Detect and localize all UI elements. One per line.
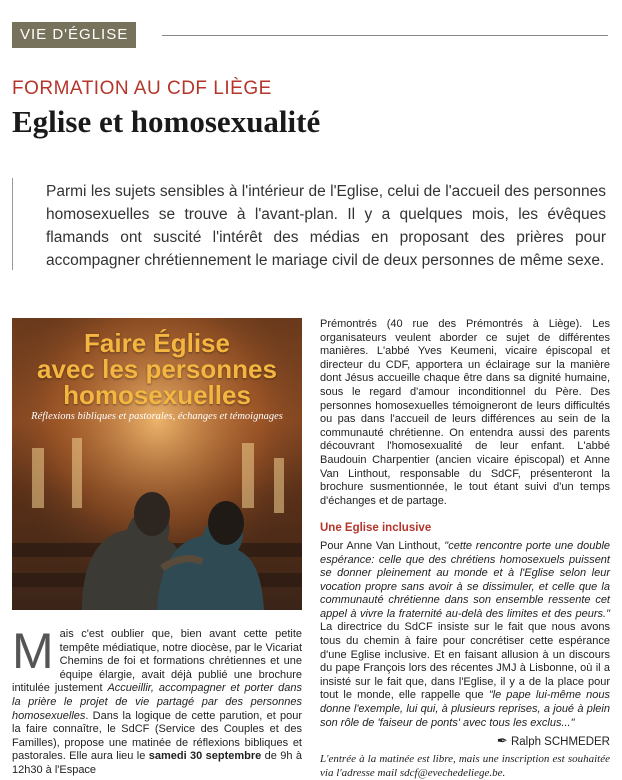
section-tag: VIE D'ÉGLISE — [12, 22, 136, 48]
event-date: samedi 30 septembre — [148, 750, 262, 763]
author-name: Ralph SCHMEDER — [510, 736, 610, 749]
cover-photo — [12, 318, 302, 610]
text-run: ais c'est oublier que, bien avant cette petite tempête médiatique, notre diocèse, par le Vicariat Chemins de foi et formations chrétiennes et une équipe élargie, avait déjà publié une brochure intitulée justement — [12, 628, 302, 695]
text-run: . Dans la logique de cette parution, et pour la faire connaître, le SdCF (Service des Couples et des Familles), propose une matinée de réflexions bibliques et pastorales. Elle aura lieu le — [12, 709, 302, 763]
registration-note: L'entrée à la matinée est libre, mais une inscription est souhaitée via l'adresse mail sdcf@evechedeliege.be. — [320, 752, 610, 779]
article-lead: Parmi les sujets sensibles à l'intérieur de l'Eglise, celui de l'accueil des personnes homosexuelles se trouve à l'avant-plan. Il y a quelques mois, les évêques flamands ont suscité l'intérêt des médias en proposant des prières pour accompagner chrétiennement le mariage civil de deux personnes de même sexe. — [46, 183, 606, 269]
body-paragraph — [320, 540, 610, 730]
pen-icon: ✒ — [496, 733, 508, 749]
header-rule — [162, 35, 608, 36]
drop-cap: M — [12, 623, 54, 679]
book-subtitle: Réflexions bibliques et pastorales, échanges et témoignages — [31, 411, 283, 422]
author-signature — [320, 734, 610, 750]
brochure-title: Accueillir, accompagner et porter dans la prière le projet de vie partagé par des personnes homosexuelles — [12, 682, 302, 722]
quote: "cette rencontre porte une double espérance: celle que des chrétiens homosexuels puissent se donner pleinement au monde et à l'Eglise selon leur vocation propre sans avoir à se dissimuler, et celle que la communauté chrétienne dans son ensemble ressente cet appel à vivre la fraternité au-delà des limites et des peurs." — [320, 539, 610, 620]
article-title: Eglise et homosexualité — [12, 104, 321, 139]
book-title-line: Faire Église — [84, 328, 230, 358]
book-title-line: homosexuelles — [63, 380, 251, 410]
text-run: de 9h à 12h30 à l'Espace — [12, 750, 302, 776]
article-kicker: FORMATION AU CDF LIÈGE — [12, 78, 272, 99]
subheading: Une Eglise inclusive — [320, 522, 432, 535]
body-paragraph: Prémontrés (40 rue des Prémontrés à Liège). Les organisateurs veulent aborder ce sujet de différentes manières. L'abbé Yves Keumeni, vicaire épiscopal et directeur du CDF, apportera un éclairage sur la manière dont Jésus accueille chaque être dans sa dignité humaine, sous le regard d'amour inconditionnel du Père. Des personnes homosexuelles témoigneront de leurs difficultés ou pas dans l'accueil de leurs différences au sein de la communauté chrétienne. On entendra aussi des parents découvrant l'homosexualité de leur enfant. L'abbé Baudouin Charpentier (ancien vicaire épiscopal) et Anne Van Linthout, responsable du SdCF, présenteront la brochure susmentionnée, le tout étant suivi d'un temps d'échanges et de partage. — [320, 318, 610, 507]
lead-divider — [12, 178, 13, 270]
book-title — [12, 330, 302, 408]
right-column — [320, 318, 610, 780]
text-run: La directrice du SdCF insiste sur le fait que nous avons tous du chemin à faire pour concrétiser cette espérance d'une Eglise inclusive. Et en faisant allusion à un discours du pape François lors des récentes JMJ à Lisbonne, où il a insisté sur le fait que, dans l'Eglise, il y a de la place pour tout le monde, elle rappelle que — [320, 621, 610, 702]
body-paragraph — [12, 623, 302, 778]
text-run: Pour Anne Van Linthout, — [320, 539, 445, 552]
book-title-line: avec les personnes — [37, 354, 277, 384]
left-column — [12, 623, 302, 778]
quote: "le pape lui-même nous donne l'exemple, lui qui, à plusieurs reprises, a joué à plein son rôle de 'faiseur de ponts' avec tous les exclus..." — [320, 689, 610, 729]
